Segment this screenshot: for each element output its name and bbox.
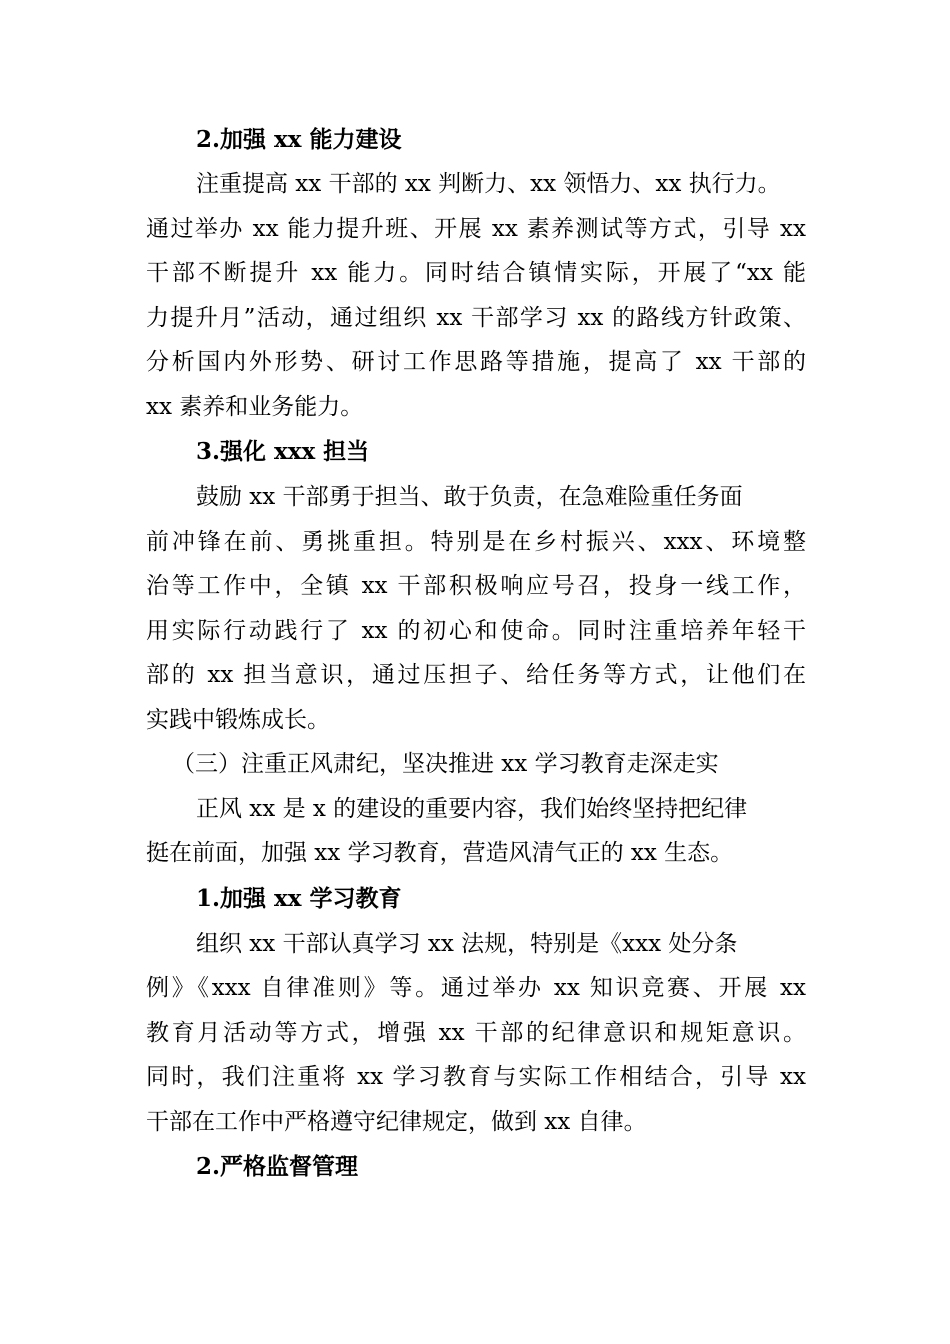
paragraph-line: 分析国内外形势、研讨工作思路等措施，提高了 xx 干部的 (146, 349, 806, 375)
paragraph-line: xx 素养和业务能力。 (146, 394, 364, 420)
paragraph-line: 治等工作中，全镇 xx 干部积极响应号召，投身一线工作， (146, 573, 806, 599)
paragraph-line: 正风 xx 是 x 的建设的重要内容，我们始终坚持把纪律 (196, 796, 748, 822)
paragraph-line: 例》《xxx 自律准则》等。通过举办 xx 知识竞赛、开展 xx (146, 975, 806, 1001)
paragraph-line: 力提升月”活动，通过组织 xx 干部学习 xx 的路线方针政策、 (146, 305, 806, 331)
paragraph-line: 干部在工作中严格遵守纪律规定，做到 xx 自律。 (146, 1109, 647, 1135)
section-heading: 2.严格监督管理 (196, 1153, 359, 1180)
paragraph-line: 教育月活动等方式，增强 xx 干部的纪律意识和规矩意识。 (146, 1020, 806, 1046)
chapter-heading: （三）注重正风肃纪，坚决推进 xx 学习教育走深走实 (172, 751, 719, 777)
section-heading: 3.强化 xxx 担当 (196, 438, 370, 465)
paragraph-line: 通过举办 xx 能力提升班、开展 xx 素养测试等方式，引导 xx (146, 216, 806, 242)
paragraph-line: 挺在前面，加强 xx 学习教育，营造风清气正的 xx 生态。 (146, 840, 734, 866)
section-heading: 1.加强 xx 学习教育 (196, 885, 402, 912)
paragraph-line: 注重提高 xx 干部的 xx 判断力、xx 领悟力、xx 执行力。 (196, 171, 781, 197)
section-heading: 2.加强 xx 能力建设 (196, 126, 402, 153)
paragraph-line: 部的 xx 担当意识，通过压担子、给任务等方式，让他们在 (146, 662, 806, 688)
paragraph-line: 组织 xx 干部认真学习 xx 法规，特别是《xxx 处分条 (196, 931, 738, 957)
paragraph-line: 实践中锻炼成长。 (146, 707, 330, 733)
paragraph-line: 用实际行动践行了 xx 的初心和使命。同时注重培养年轻干 (146, 618, 806, 644)
paragraph-line: 同时，我们注重将 xx 学习教育与实际工作相结合，引导 xx (146, 1064, 806, 1090)
paragraph-line: 鼓励 xx 干部勇于担当、敢于负责，在急难险重任务面 (196, 484, 743, 510)
paragraph-line: 前冲锋在前、勇挑重担。特别是在乡村振兴、xxx、环境整 (146, 529, 806, 555)
paragraph-line: 干部不断提升 xx 能力。同时结合镇情实际，开展了“xx 能 (146, 260, 806, 286)
